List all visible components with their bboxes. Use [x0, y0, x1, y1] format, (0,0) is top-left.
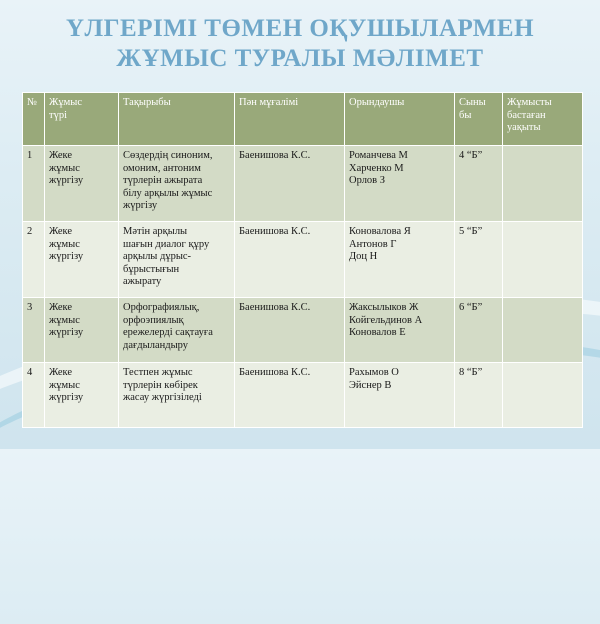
cell-number: 4: [23, 363, 45, 428]
cell-start-time: [503, 363, 583, 428]
cell-work-type: Жеке жұмыс жүргізу: [45, 298, 119, 363]
table-row: [23, 146, 583, 222]
cell-performers: Рахымов О Эйснер В: [345, 363, 455, 428]
cell-topic: Тестпен жұмыс түрлерін көбірек жасау жүргізіледі: [119, 363, 235, 428]
header-grade: Сыны бы: [455, 93, 503, 146]
cell-start-time: [503, 222, 583, 298]
cell-teacher: Баенишова К.С.: [235, 146, 345, 222]
cell-number: 3: [23, 298, 45, 363]
header-topic: Тақырыбы: [119, 93, 235, 146]
cell-work-type: Жеке жұмыс жүргізу: [45, 146, 119, 222]
cell-start-time: [503, 146, 583, 222]
header-number: №: [23, 93, 45, 146]
cell-teacher: Баенишова К.С.: [235, 363, 345, 428]
header-teacher: Пән мұғалімі: [235, 93, 345, 146]
cell-work-type: Жеке жұмыс жүргізу: [45, 222, 119, 298]
table-row: [23, 298, 583, 363]
slide-title: [0, 14, 600, 74]
cell-performers: Жаксылыков Ж Койгельдинов А Коновалов Е: [345, 298, 455, 363]
cell-number: 2: [23, 222, 45, 298]
cell-grade: 5 “Б”: [455, 222, 503, 298]
cell-topic: Мәтін арқылы шағын диалог құру арқылы дұрыс- бұрыстығын ажырату: [119, 222, 235, 298]
slide-title-line-2: ЖҰМЫС ТУРАЛЫ МӘЛІМЕТ: [116, 45, 484, 72]
header-start-time: Жұмысты бастаған уақыты: [503, 93, 583, 146]
cell-teacher: Баенишова К.С.: [235, 298, 345, 363]
cell-topic: Сөздердің синоним, омоним, антоним түрлерін ажырата білу арқылы жұмыс жүргізу: [119, 146, 235, 222]
cell-performers: Романчева М Харченко М Орлов З: [345, 146, 455, 222]
slide-title-line-1: ҮЛГЕРІМІ ТӨМЕН ОҚУШЫЛАРМЕН: [65, 15, 535, 42]
header-performer: Орындаушы: [345, 93, 455, 146]
cell-grade: 6 “Б”: [455, 298, 503, 363]
cell-work-type: Жеке жұмыс жүргізу: [45, 363, 119, 428]
table-row: [23, 222, 583, 298]
table-row: [23, 363, 583, 428]
work-table: [22, 92, 583, 428]
header-work-type: Жұмыс түрі: [45, 93, 119, 146]
cell-start-time: [503, 298, 583, 363]
cell-topic: Орфографиялық, орфоэпиялық ережелерді сақтауға дағдыландыру: [119, 298, 235, 363]
cell-grade: 4 “Б”: [455, 146, 503, 222]
cell-grade: 8 “Б”: [455, 363, 503, 428]
cell-performers: Коновалова Я Антонов Г Доц Н: [345, 222, 455, 298]
cell-number: 1: [23, 146, 45, 222]
cell-teacher: Баенишова К.С.: [235, 222, 345, 298]
table-header-row: [23, 93, 583, 146]
